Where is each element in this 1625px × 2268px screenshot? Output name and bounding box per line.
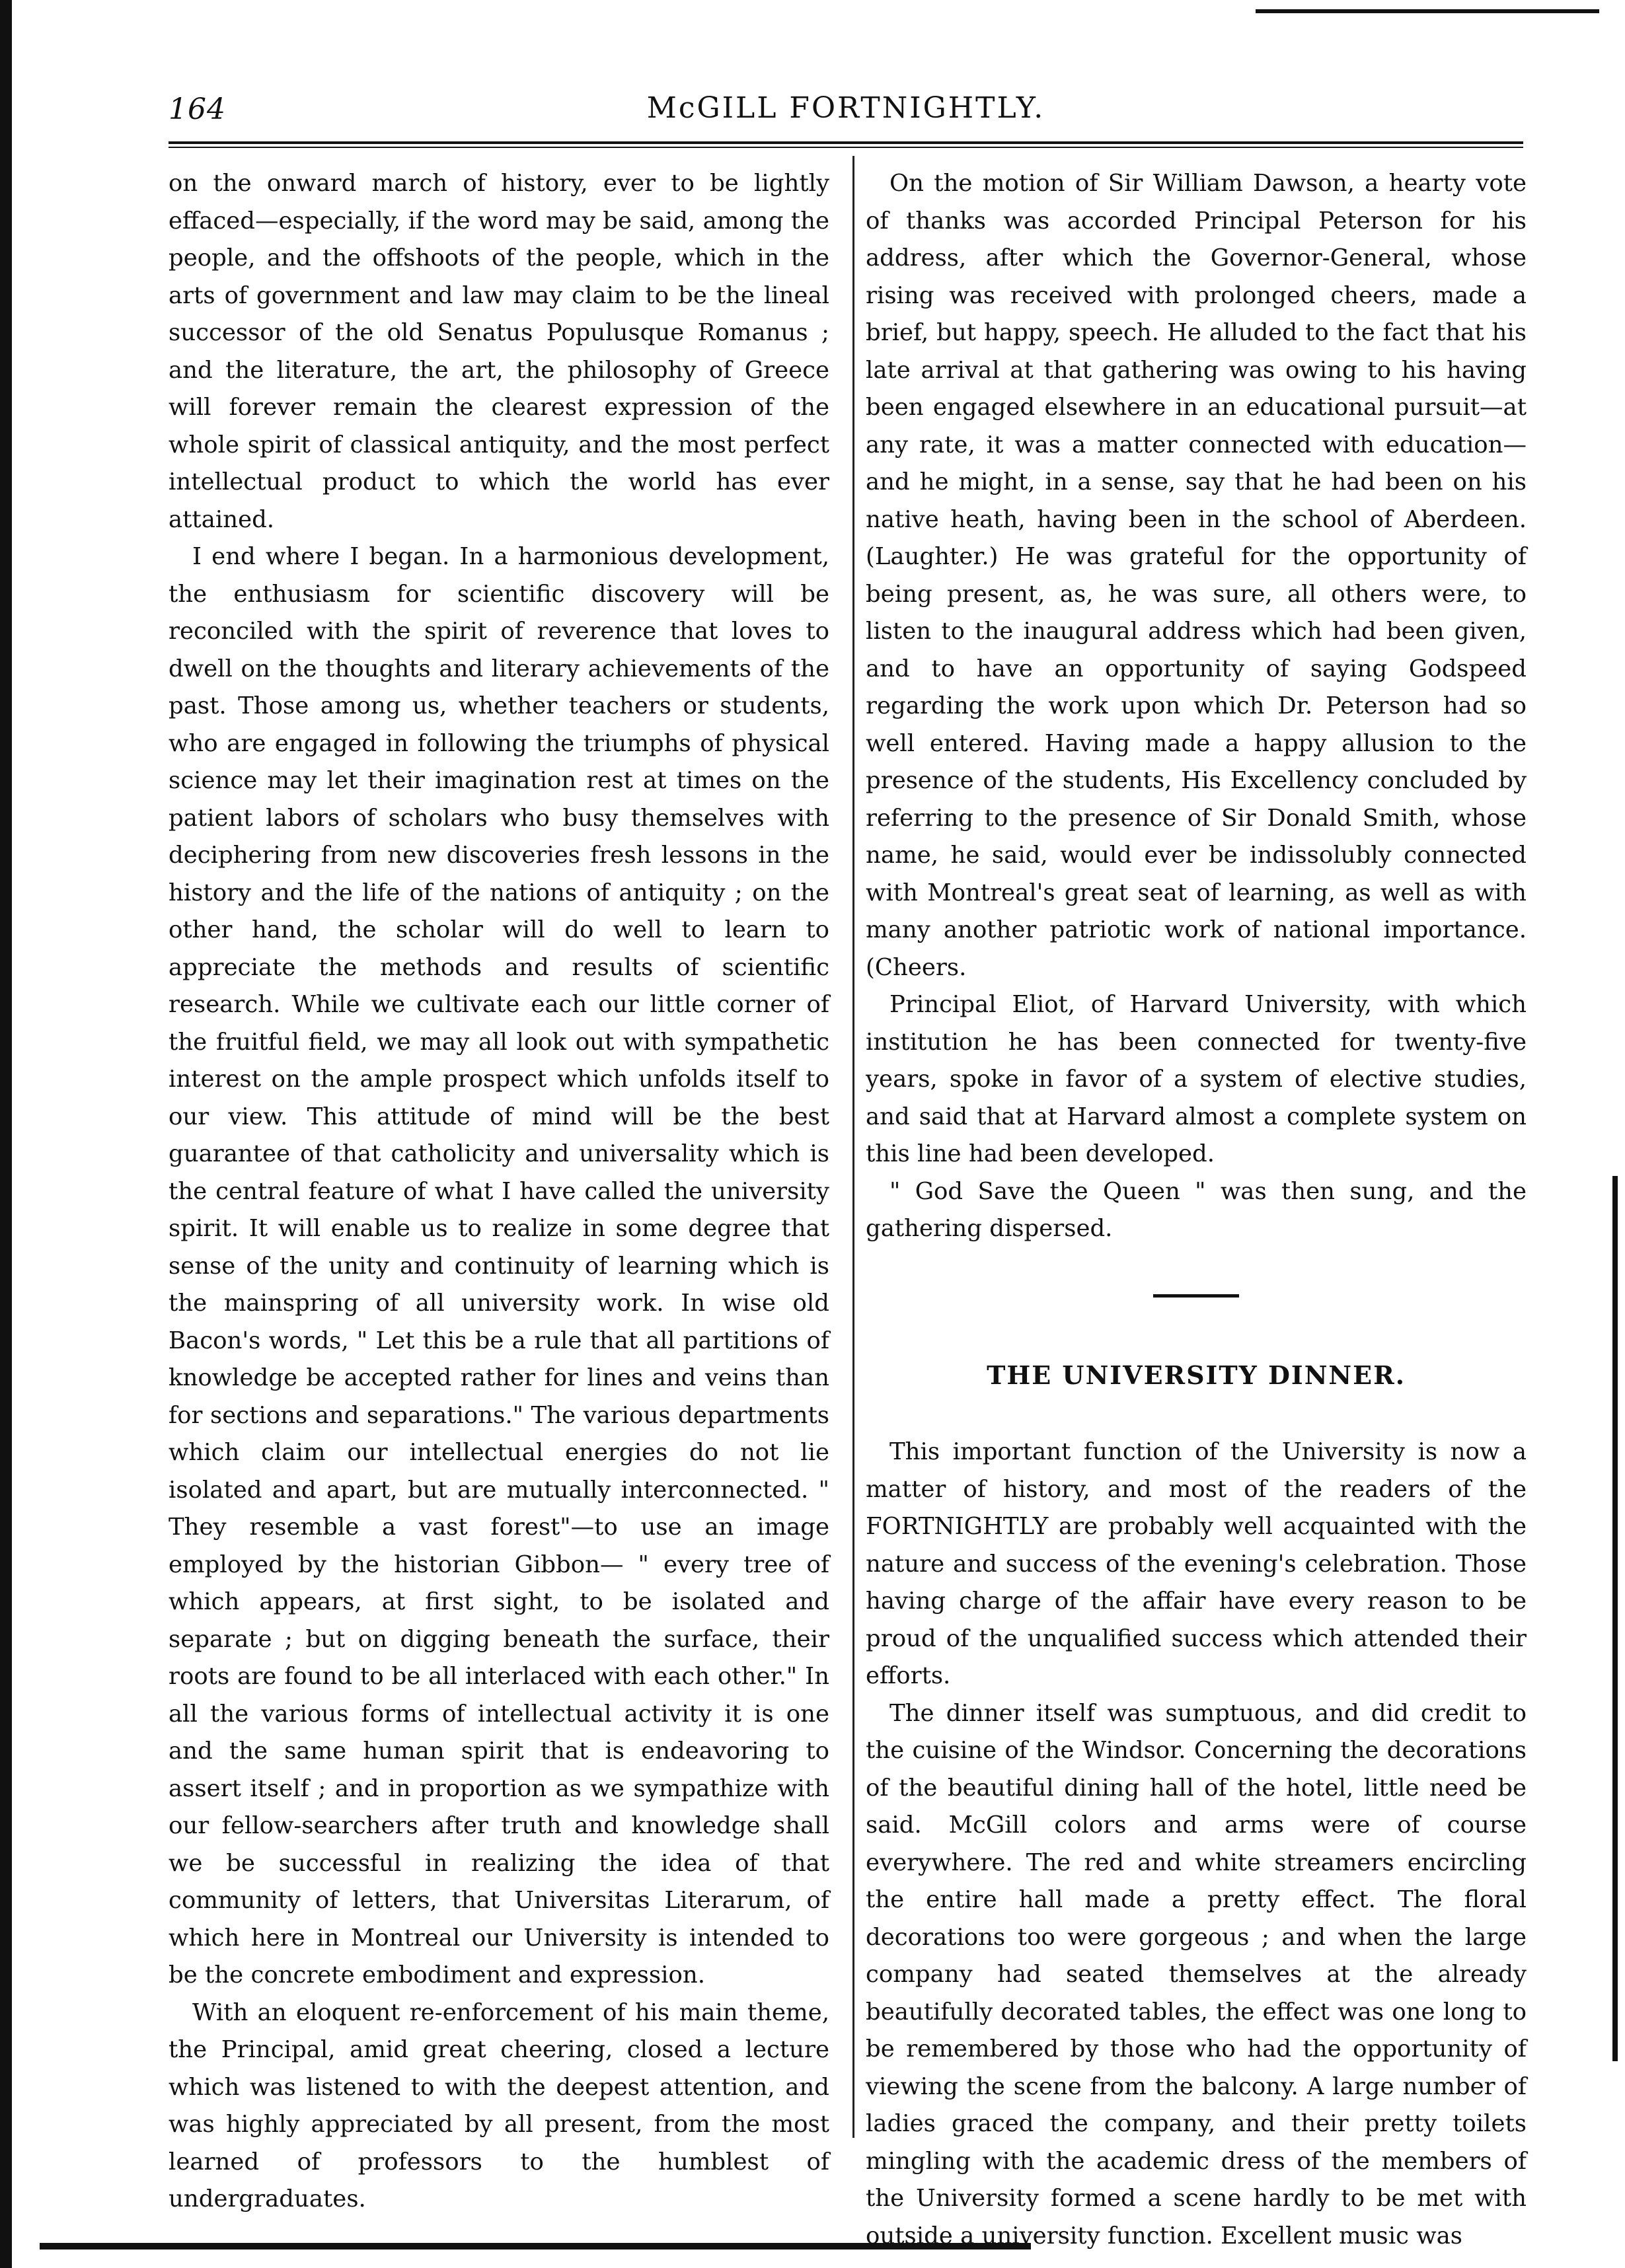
paragraph: This important function of the University is now a matter of history, and most of the readers of the FORTNIGHTLY are probably well acquainted with the nature and success of the evening's celebration. Those having charge of the affair have every reason to be proud of the unqualified success which attended their efforts.: [866, 1438, 1527, 1689]
section-heading: THE UNIVERSITY DINNER.: [987, 1360, 1406, 1390]
paragraph: I end where I began. In a harmonious development, the enthusiasm for scientific discovery will be reconciled with the spirit of reverence that loves to dwell on the thoughts and literary achievements of the past. Those among us, whether teachers or students, who are engaged in following the triumphs of physical science may let their imagination rest at times on the patient labors of scholars who busy themselves with deciphering from new discoveries fresh lessons in the history and the life of the nations of antiquity ; on the other hand, the scholar will do well to learn to appreciate the methods and results of scientific research. While we cultivate each our little corner of the fruitful field, we may all look out with sympathetic interest on the ample prospect which unfolds itself to our view. This attitude of mind will be the best guarantee of that catholicity and universality which is the central feature of what I have called the university spirit. It will enable us to realize in some degree that sense of the unity and continuity of learning which is the mainspring of all university work. In wise old Bacon's words, " Let this be a rule that all partitions of knowledge be accepted rather for lines and veins than for sections and separations." The various departments which claim our intellectual energies do not lie isolated and apart, but are mutually interconnected. " They resemble a vast forest"—to use an image employed by the historian Gibbon— " every tree of which appears, at first sight, to be isolated and separate ; but on digging beneath the surface, their roots are found to be all interlaced with each other." In all the various forms of intellectual activity it is one and the same human spirit that is endeavoring to assert itself ; and in proportion as we sympathize with our fellow-searchers after truth and knowledge shall we be successful in realizing the idea of that community of letters, that Universitas Literarum, of which here in Montreal our University is intended to be the concrete embodiment and expression.: [169, 543, 829, 1989]
scan-right-edge: [1612, 1176, 1618, 2061]
paragraph: On the motion of Sir William Dawson, a hearty vote of thanks was accorded Principal Peterson for his address, after which the Governor-General, whose rising was received with prolonged cheers, made a brief, but happy, speech. He alluded to the fact that his late arrival at that gathering was owing to his having been engaged elsewhere in an educational pursuit—at any rate, it was a matter connected with education—and he might, in a sense, say that he had been on his native heath, having been in the school of Aberdeen. (Laughter.) He was grateful for the opportunity of being present, as, he was sure, all others were, to listen to the inaugural address which had been given, and to have an opportunity of saying Godspeed regarding the work upon which Dr. Peterson had so well entered. Having made a happy allusion to the presence of the students, His Excellency concluded by referring to the presence of Sir Donald Smith, whose name, he said, would ever be indissolubly connected with Montreal's great seat of learning, as well as with many another patriotic work of national importance. (Cheers.: [866, 170, 1527, 981]
running-title: McGILL FORTNIGHTLY.: [646, 91, 1045, 125]
header-rule: [169, 141, 1523, 148]
paragraph: Principal Eliot, of Harvard University, with which institution he has been connected for twenty-five years, spoke in favor of a system of elective studies, and said that at Harvard almost a complete system on this line had been developed.: [866, 991, 1527, 1167]
column-divider: [852, 156, 854, 2138]
right-column: [866, 165, 1527, 2250]
paragraph: on the onward march of history, ever to be lightly effaced—especially, if the word may be said, among the people, and the offshoots of the people, which in the arts of government and law may claim to be the lineal successor of the old Senatus Populusque Romanus ; and the literature, the art, the philosophy of Greece will forever remain the clearest expression of the whole spirit of classical antiquity, and the most perfect intellectual product to which the world has ever attained.: [169, 170, 829, 533]
scan-top-mark: [1256, 9, 1599, 13]
paragraph: " God Save the Queen " was then sung, and the gathering dispersed.: [866, 1177, 1527, 1242]
left-column: [169, 165, 829, 2213]
section-divider: [1153, 1294, 1239, 1298]
page-header: [169, 79, 1523, 139]
scan-left-edge: [0, 0, 12, 2268]
paragraph: The dinner itself was sumptuous, and did credit to the cuisine of the Windsor. Concerning the decorations of the beautiful dining hall of the hotel, little need be said. McGill colors and arms were of course everywhere. The red and white streamers encircling the entire hall made a pretty effect. The floral decorations too were gorgeous ; and when the large company had seated themselves at the already beautifully decorated tables, the effect was one long to be remembered by those who had the opportunity of viewing the scene from the balcony. A large number of ladies graced the company, and their pretty toilets mingling with the academic dress of the members of the University formed a scene hardly to be met with outside a university function. Excellent music was: [866, 1699, 1527, 2250]
paragraph: With an eloquent re-enforcement of his main theme, the Principal, amid great cheering, closed a lecture which was listened to with the deepest attention, and was highly appreciated by all present, from the most learned of professors to the humblest of undergraduates.: [169, 1998, 829, 2213]
page-number: 164: [169, 92, 226, 126]
